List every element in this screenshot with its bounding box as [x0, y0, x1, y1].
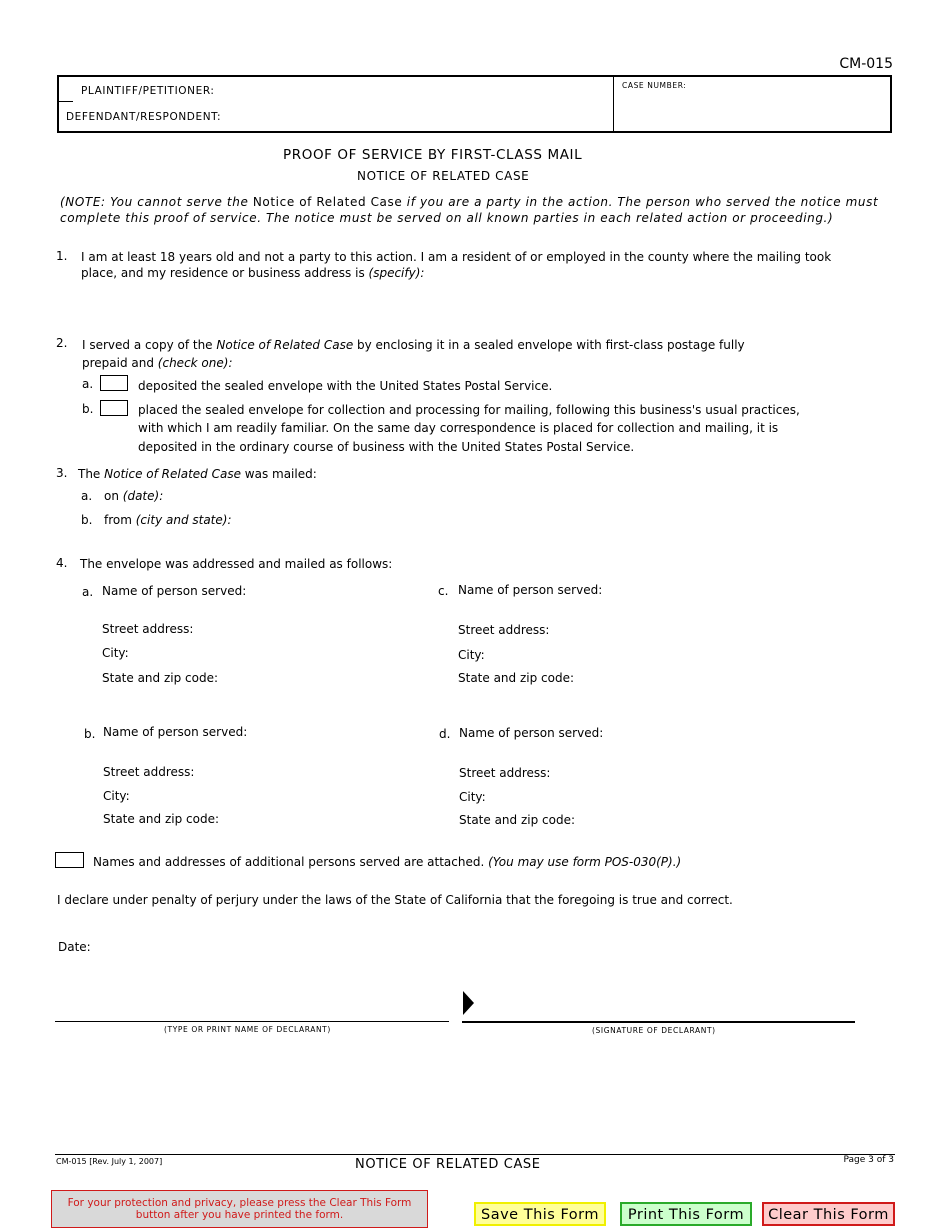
item-1-number: 1.: [56, 249, 68, 263]
footer-title: NOTICE OF RELATED CASE: [355, 1157, 541, 1172]
item-2-check-one: (check one):: [157, 356, 233, 370]
signature-arrow-icon: [463, 991, 475, 1015]
item-4-text: The envelope was addressed and mailed as follows:: [80, 557, 393, 571]
item-4d-state-label: State and zip code:: [459, 813, 576, 827]
defendant-label: DEFENDANT/RESPONDENT:: [66, 111, 222, 123]
caption-tick: [59, 101, 73, 102]
item-4a-city-label: City:: [102, 646, 129, 660]
caption-divider: [613, 77, 614, 131]
item-3b-text: [104, 513, 232, 527]
item-2-text: I served a copy of the: [82, 338, 217, 352]
item-4c-name-label: Name of person served:: [458, 583, 603, 597]
item-2a-letter: a.: [82, 377, 94, 391]
item-4d-street-label: Street address:: [459, 766, 551, 780]
item-2b-checkbox[interactable]: [100, 400, 128, 416]
item-3b-letter: b.: [81, 513, 93, 527]
item-3b-label: from: [104, 513, 136, 527]
item-4-number: 4.: [56, 556, 68, 570]
item-3-text: The: [78, 467, 105, 481]
footer-rule: [55, 1154, 895, 1155]
item-2a-checkbox[interactable]: [100, 375, 128, 391]
plaintiff-label: PLAINTIFF/PETITIONER:: [81, 85, 215, 97]
item-2b-line-2: with which I am readily familiar. On the same day correspondence is placed for collection and mailing, it is: [138, 421, 779, 435]
item-2b-line-3: deposited in the ordinary course of business with the United States Postal Service.: [138, 440, 635, 454]
item-3b-city-state: (city and state):: [135, 513, 232, 527]
note-line-1: [60, 195, 878, 209]
date-label: Date:: [58, 940, 91, 954]
item-4b-city-label: City:: [103, 789, 130, 803]
item-4b-state-label: State and zip code:: [103, 812, 220, 826]
item-3-number: 3.: [56, 466, 68, 480]
name-line[interactable]: [55, 1021, 449, 1022]
save-form-button[interactable]: Save This Form: [474, 1202, 606, 1226]
item-4a-letter: a.: [82, 585, 94, 599]
item-1-line-1: I am at least 18 years old and not a party to this action. I am a resident of or employed in the county where the mailing took: [81, 250, 832, 264]
privacy-notice: [51, 1190, 428, 1228]
item-2-text: by enclosing it in a sealed envelope with first-class postage fully: [353, 338, 745, 352]
item-2b-line-1: placed the sealed envelope for collection and processing for mailing, following this business's usual practices,: [138, 403, 800, 417]
item-3a-label: on: [104, 489, 123, 503]
item-2a-text: deposited the sealed envelope with the United States Postal Service.: [138, 379, 553, 393]
item-4c-letter: c.: [438, 584, 449, 598]
signature-caption: (SIGNATURE OF DECLARANT): [592, 1026, 716, 1035]
item-3a-date: (date):: [122, 489, 164, 503]
item-1-specify: (specify):: [368, 266, 425, 280]
item-2-number: 2.: [56, 336, 68, 350]
footer-page-number: Page 3 of 3: [843, 1155, 894, 1165]
item-4d-city-label: City:: [459, 790, 486, 804]
item-2-form-name: Notice of Related Case: [216, 338, 354, 352]
item-3-line: [78, 467, 317, 481]
item-3a-letter: a.: [81, 489, 93, 503]
note-text: if you are a party in the action. The person who served the notice must: [402, 195, 879, 209]
item-4a-name-label: Name of person served:: [102, 584, 247, 598]
item-4d-letter: d.: [439, 727, 451, 741]
page-title: PROOF OF SERVICE BY FIRST-CLASS MAIL: [283, 147, 583, 163]
item-2-line-1: [82, 338, 745, 352]
signature-line[interactable]: [462, 1021, 855, 1023]
case-number-label: CASE NUMBER:: [622, 81, 687, 90]
privacy-notice-line-1: For your protection and privacy, please press the Clear This Form: [67, 1197, 412, 1209]
note-line-2: complete this proof of service. The notice must be served on all known parties in each related action or proceeding.): [60, 211, 834, 225]
print-form-button[interactable]: Print This Form: [620, 1202, 752, 1226]
item-4b-name-label: Name of person served:: [103, 725, 248, 739]
item-2-text: prepaid and: [82, 356, 158, 370]
page-subtitle: NOTICE OF RELATED CASE: [357, 169, 530, 183]
item-3a-text: [104, 489, 163, 503]
item-4c-street-label: Street address:: [458, 623, 550, 637]
item-4a-street-label: Street address:: [102, 622, 194, 636]
item-4c-city-label: City:: [458, 648, 485, 662]
item-3-text: was mailed:: [240, 467, 317, 481]
item-2-line-2: [82, 356, 232, 370]
item-1-text: place, and my residence or business address is: [81, 266, 369, 280]
declaration-text: I declare under penalty of perjury under the laws of the State of California that the foregoing is true and correct.: [57, 893, 733, 907]
note-form-name: Notice of Related Case: [252, 195, 403, 209]
caption-box: [57, 75, 892, 133]
privacy-notice-line-2: button after you have printed the form.: [135, 1209, 344, 1221]
item-4d-name-label: Name of person served:: [459, 726, 604, 740]
item-4b-letter: b.: [84, 727, 96, 741]
item-4a-state-label: State and zip code:: [102, 671, 219, 685]
item-4c-state-label: State and zip code:: [458, 671, 575, 685]
item-1-line-2: [81, 266, 424, 280]
name-caption: (TYPE OR PRINT NAME OF DECLARANT): [164, 1025, 331, 1034]
additional-persons-text: [93, 855, 681, 869]
clear-form-button[interactable]: Clear This Form: [762, 1202, 895, 1226]
note-text: (NOTE: You cannot serve the: [60, 195, 253, 209]
item-4b-street-label: Street address:: [103, 765, 195, 779]
item-3-form-name: Notice of Related Case: [104, 467, 241, 481]
additional-persons-checkbox[interactable]: [55, 852, 84, 868]
footer-revision: CM-015 [Rev. July 1, 2007]: [56, 1157, 163, 1166]
item-2b-letter: b.: [82, 402, 94, 416]
additional-persons-label: Names and addresses of additional persons served are attached.: [93, 855, 489, 869]
form-id: CM-015: [839, 56, 893, 72]
additional-persons-hint: (You may use form POS-030(P).): [488, 855, 682, 869]
